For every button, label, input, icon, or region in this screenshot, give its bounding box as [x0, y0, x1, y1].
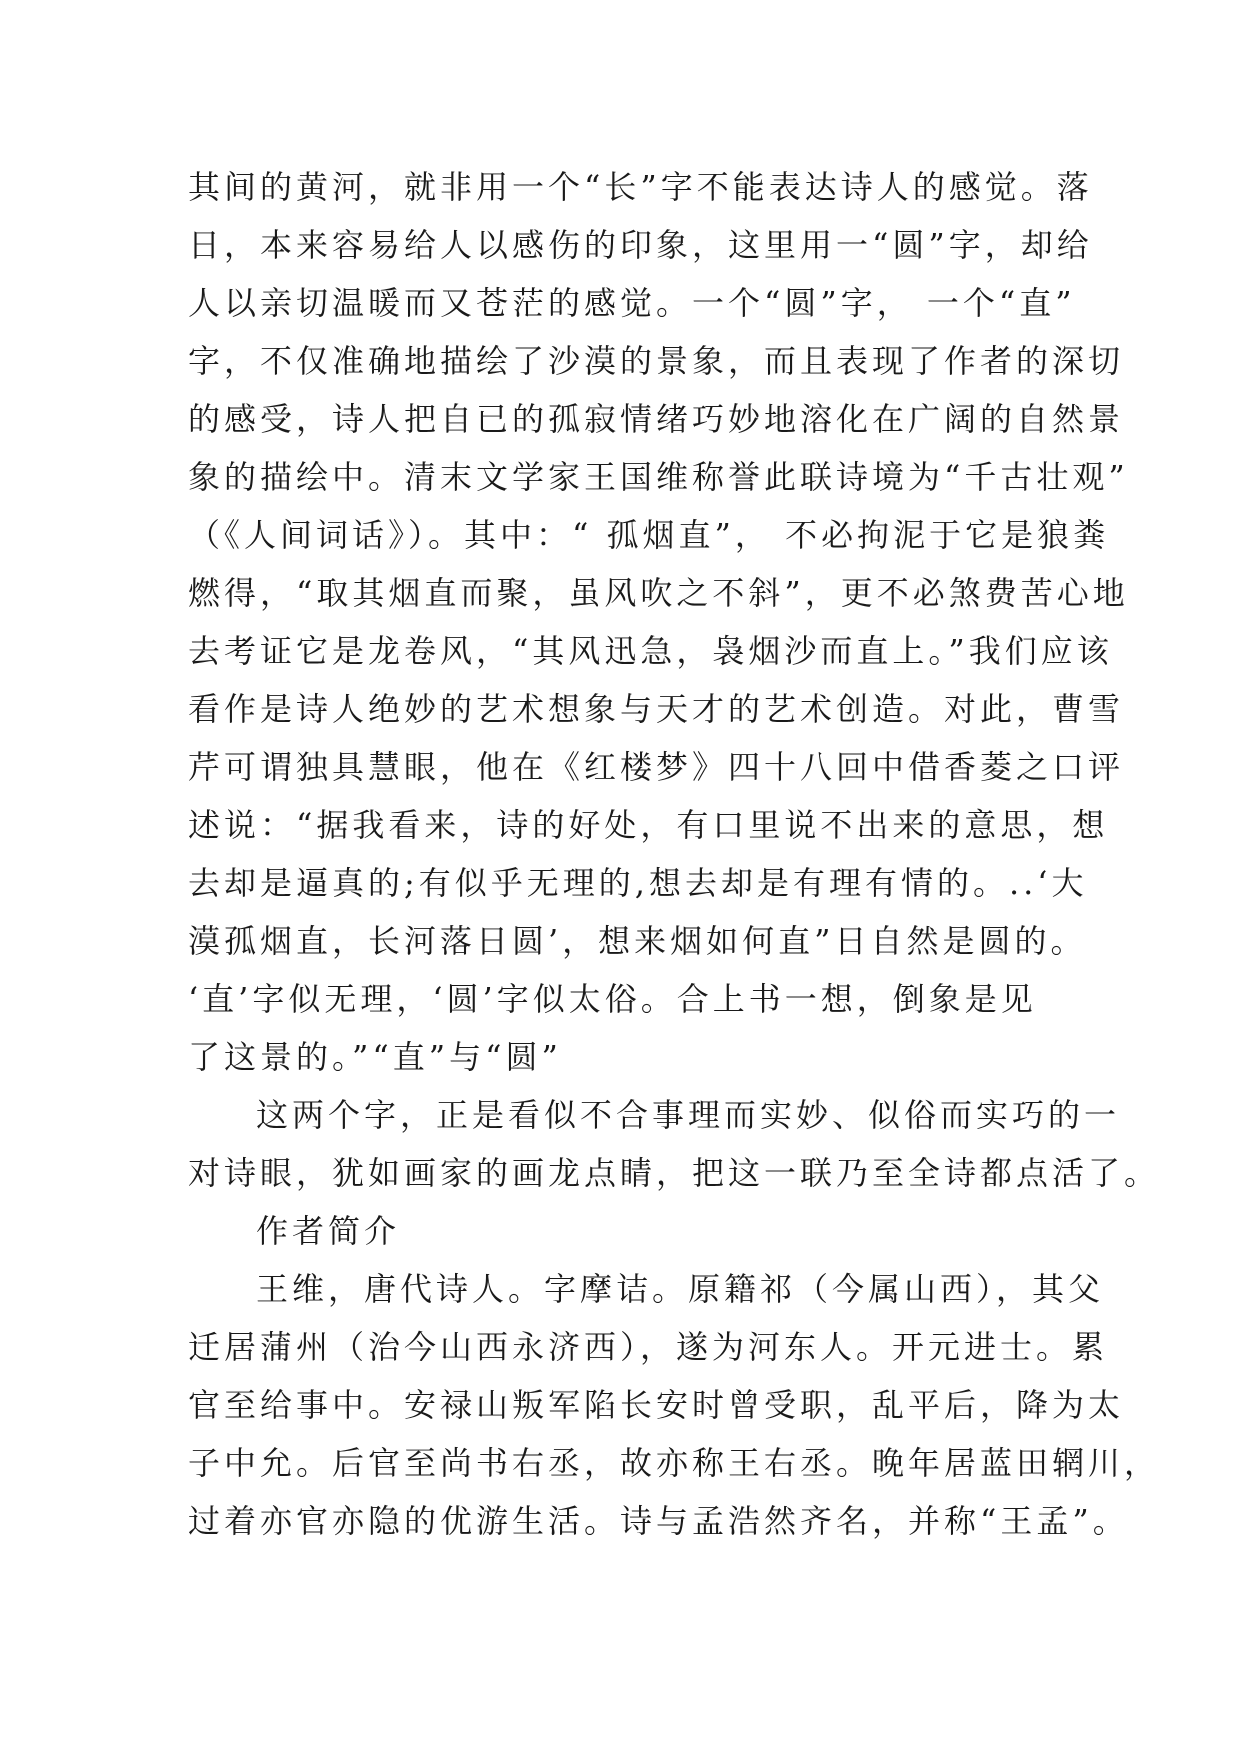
- text-line: 芹可谓独具慧眼，他在《红楼梦》四十八回中借香菱之口评: [188, 748, 1125, 786]
- text-line: 迁居蒲州（治今山西永济西），遂为河东人。开元进士。累: [188, 1328, 1109, 1366]
- text-line: 去考证它是龙卷风，“其风迅急，袅烟沙而直上。”我们应该: [188, 632, 1113, 670]
- text-line: 述说：“据我看来，诗的好处，有口里说不出来的意思，想: [188, 806, 1109, 844]
- text-line: 字，不仅准确地描绘了沙漠的景象，而且表现了作者的深切: [188, 342, 1125, 380]
- text-line: 其间的黄河，就非用一个“长”字不能表达诗人的感觉。落: [188, 168, 1093, 206]
- paragraph-start-line: 王维，唐代诗人。字摩诘。原籍祁（今属山西），其父: [256, 1270, 1105, 1308]
- text-line: 看作是诗人绝妙的艺术想象与天才的艺术创造。对此，曹雪: [188, 690, 1125, 728]
- paragraph-start-line: 这两个字，正是看似不合事理而实妙、似俗而实巧的一: [256, 1096, 1121, 1134]
- text-line: 子中允。后官至尚书右丞，故亦称王右丞。晚年居蓝田辋川，: [188, 1444, 1161, 1482]
- text-line: 漠孤烟直，长河落日圆’，想来烟如何直”日自然是圆的。: [188, 922, 1087, 960]
- text-line: ‘直’字似无理，‘圆’字似太俗。合上书一想，倒象是见: [188, 980, 1037, 1018]
- section-heading: 作者简介: [256, 1212, 401, 1250]
- text-line: （《人间词话》）。其中：“ 孤烟直”， 不必拘泥于它是狼粪: [188, 516, 1110, 554]
- text-line: 对诗眼，犹如画家的画龙点睛，把这一联乃至全诗都点活了。: [188, 1154, 1161, 1192]
- text-line: 去却是逼真的;有似乎无理的,想去却是有理有情的。..‘大: [188, 864, 1088, 902]
- text-line: 人以亲切温暖而又苍茫的感觉。一个“圆”字， 一个“直”: [188, 284, 1076, 322]
- text-line: 燃得，“取其烟直而聚，虽风吹之不斜”，更不必煞费苦心地: [188, 574, 1129, 612]
- text-line: 过着亦官亦隐的优游生活。诗与孟浩然齐名，并称“王孟”。: [188, 1502, 1129, 1540]
- text-line: 官至给事中。安禄山叛军陷长安时曾受职，乱平后，降为太: [188, 1386, 1125, 1424]
- text-line: 象的描绘中。清末文学家王国维称誉此联诗境为“千古壮观”: [188, 458, 1129, 496]
- text-line: 的感受，诗人把自已的孤寂情绪巧妙地溶化在广阔的自然景: [188, 400, 1125, 438]
- document-body: [188, 158, 1161, 1550]
- text-line: 了这景的。”“直”与“圆”: [188, 1038, 562, 1076]
- text-line: 日，本来容易给人以感伤的印象，这里用一“圆”字，却给: [188, 226, 1093, 264]
